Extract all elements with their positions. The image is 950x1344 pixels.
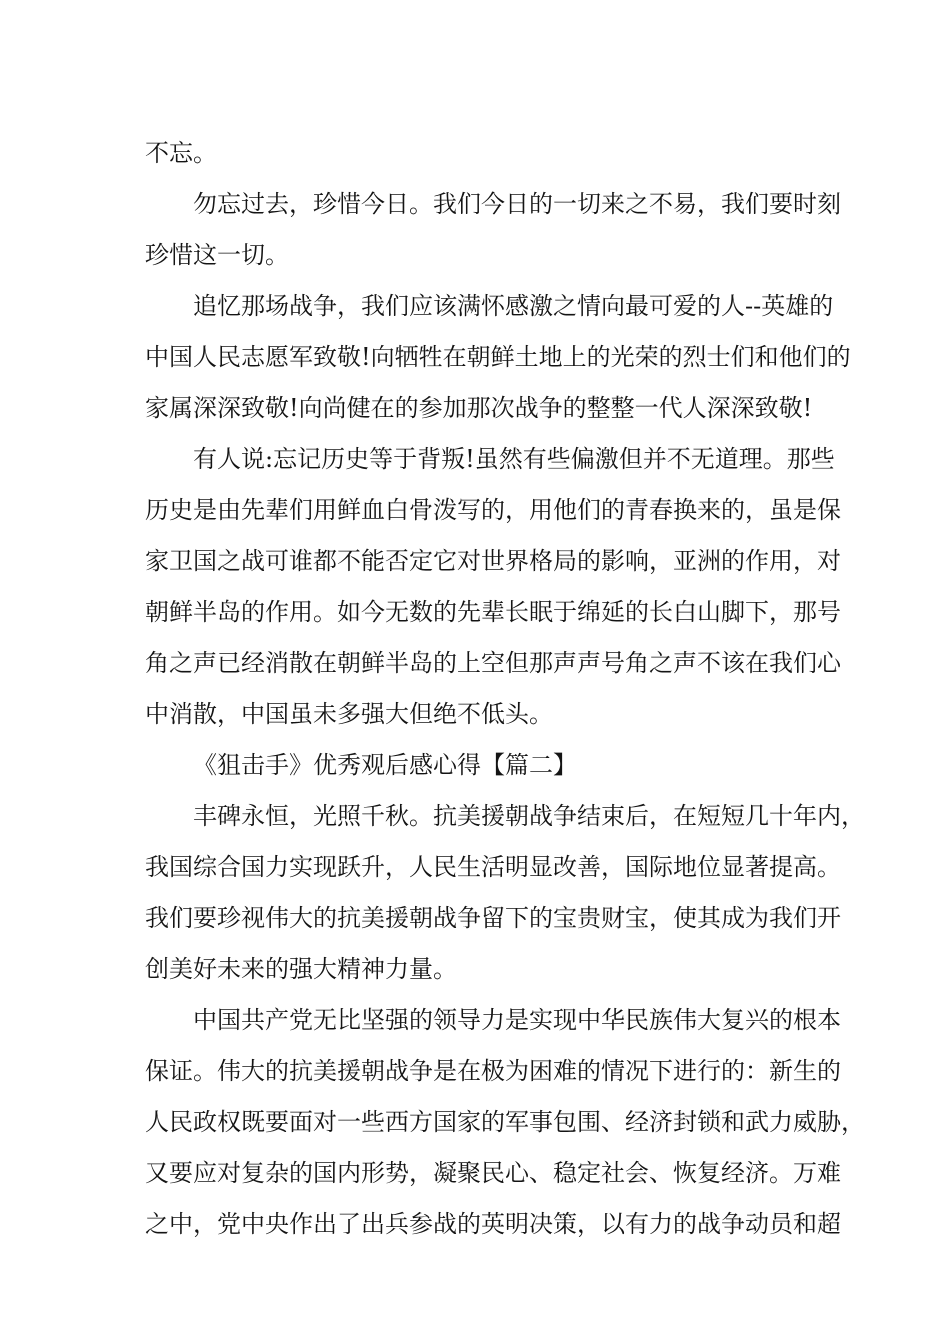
paragraph-3 [145,281,851,434]
paragraph-4 [145,434,841,740]
text-line: 创美好未来的强大精神力量。 [145,955,457,983]
paragraph-1 [145,128,810,179]
paragraph-7 [145,995,865,1250]
text-line: 中国共产党无比坚强的领导力是实现中华民族伟大复兴的根本 [193,1006,841,1034]
text-line: 我国综合国力实现跃升，人民生活明显改善，国际地位显著提高。 [145,853,841,881]
text-line: 珍惜这一切。 [145,241,289,269]
section-heading [145,740,810,791]
text-line: 又要应对复杂的国内形势，凝聚民心、稳定社会、恢复经济。万难 [145,1159,841,1187]
paragraph-2 [145,179,841,281]
text-line: 之中，党中央作出了出兵参战的英明决策，以有力的战争动员和超 [145,1210,841,1238]
heading-text: 《狙击手》优秀观后感心得【篇二】 [193,751,577,779]
paragraph-6 [145,791,865,995]
text-line: 朝鲜半岛的作用。如今无数的先辈长眠于绵延的长白山脚下，那号 [145,598,841,626]
text-line: 保证。伟大的抗美援朝战争是在极为困难的情况下进行的：新生的 [145,1057,841,1085]
text-line: 角之声已经消散在朝鲜半岛的上空但那声声号角之声不该在我们心 [145,649,841,677]
text-line: 中消散，中国虽未多强大但绝不低头。 [145,700,553,728]
text-line: 家卫国之战可谁都不能否定它对世界格局的影响，亚洲的作用，对 [145,547,841,575]
text-line: 中国人民志愿军致敬!向牺牲在朝鲜土地上的光荣的烈士们和他们的 [145,343,851,371]
document-body [145,128,865,1250]
text-line: 有人说:忘记历史等于背叛!虽然有些偏激但并不无道理。那些 [193,445,835,473]
text-line: 追忆那场战争，我们应该满怀感激之情向最可爱的人--英雄的 [193,292,834,320]
text-line: 历史是由先辈们用鲜血白骨泼写的，用他们的青春换来的，虽是保 [145,496,841,524]
text-line: 人民政权既要面对一些西方国家的军事包围、经济封锁和武力威胁， [145,1108,865,1136]
text-line: 我们要珍视伟大的抗美援朝战争留下的宝贵财宝，使其成为我们开 [145,904,841,932]
text-line: 家属深深致敬!向尚健在的参加那次战争的整整一代人深深致敬! [145,394,813,422]
text-line: 不忘。 [145,139,217,167]
text-line: 丰碑永恒，光照千秋。抗美援朝战争结束后，在短短几十年内， [193,802,865,830]
text-line: 勿忘过去，珍惜今日。我们今日的一切来之不易，我们要时刻 [193,190,841,218]
